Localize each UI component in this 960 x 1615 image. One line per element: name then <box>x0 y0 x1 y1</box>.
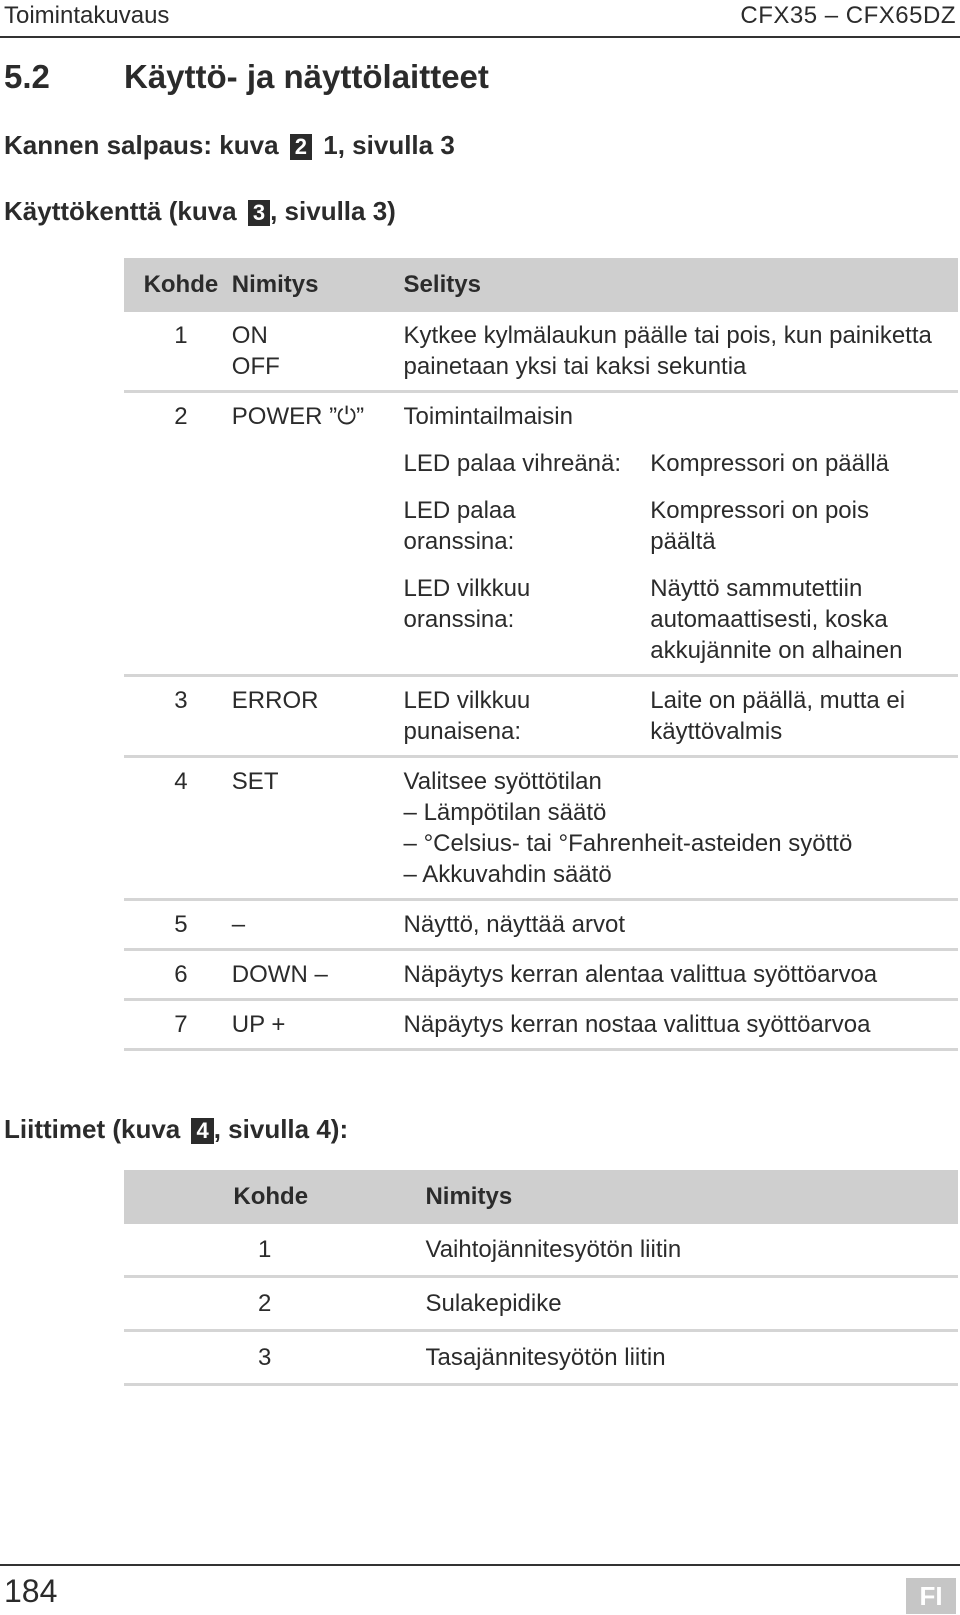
figure-badge: 2 <box>290 134 312 160</box>
cell-meaning: Kompressori on päällä <box>650 450 890 477</box>
table-row <box>124 900 958 950</box>
cell-selitys: Toimintailmaisin <box>403 403 573 430</box>
lid-lock-heading <box>4 130 455 161</box>
running-header-left: Toimintakuvaus <box>4 2 170 29</box>
connectors-text: Liittimet (kuva <box>4 1114 181 1144</box>
running-header-right: CFX35 – CFX65DZ <box>740 2 956 29</box>
table-row <box>124 1277 958 1331</box>
cell-selitys: Valitsee syöttötilan – Lämpötilan säätö – °Celsius- tai °Fahrenheit-asteiden syöttö – Akkuvahdin säätö <box>404 757 958 900</box>
cell-nimitys: UP + <box>226 1000 404 1050</box>
cell-led-state: LED palaa vihreänä: <box>403 450 622 477</box>
section-title: Käyttö- ja näyttölaitteet <box>124 58 489 95</box>
cell-kohde: 1 <box>124 312 226 392</box>
cell-meaning: Kompressori on pois päältä <box>650 497 869 555</box>
cell-nimitys: Vaihtojännitesyötön liitin <box>405 1224 958 1277</box>
table-row <box>124 757 958 900</box>
cell-kohde: 7 <box>124 1000 226 1050</box>
panel-text: Käyttökenttä (kuva <box>4 196 237 226</box>
panel-ref: , sivulla 3) <box>270 196 396 226</box>
connectors-ref: , sivulla 4): <box>213 1114 349 1144</box>
cell-nimitys: ON OFF <box>226 312 404 392</box>
cell-nimitys: Sulakepidike <box>405 1277 958 1331</box>
lid-lock-ref: 1, sivulla 3 <box>323 130 455 160</box>
table-row <box>124 1224 958 1277</box>
col-nimitys: Nimitys <box>226 258 404 312</box>
cell-kohde: 6 <box>124 950 226 1000</box>
section-number: 5.2 <box>4 58 50 95</box>
cell-kohde: 3 <box>124 676 226 757</box>
lid-lock-text: Kannen salpaus: kuva <box>4 130 279 160</box>
page-number: 184 <box>4 1573 58 1609</box>
cell-selitys: Kytkee kylmälaukun päälle tai pois, kun painiketta painetaan yksi tai kaksi sekuntia <box>404 312 958 392</box>
cell-kohde: 1 <box>124 1224 405 1277</box>
figure-badge: 4 <box>191 1118 213 1144</box>
cell-kohde: 5 <box>124 900 226 950</box>
cell-nimitys: ERROR <box>226 676 404 757</box>
cell-kohde: 3 <box>124 1331 405 1385</box>
table-row <box>124 312 958 392</box>
table-row <box>124 1331 958 1385</box>
figure-badge: 3 <box>248 200 270 226</box>
cell-nimitys: SET <box>226 757 404 900</box>
control-panel-table <box>124 258 958 1051</box>
language-badge: FI <box>906 1578 956 1614</box>
section-heading <box>4 58 489 96</box>
cell-led-state: LED vilkkuu oranssina: <box>404 565 651 676</box>
cell-led-state: LED palaa oranssina: <box>403 497 516 555</box>
cell-selitys: Näpäytys kerran alentaa valittua syöttöarvoa <box>404 950 958 1000</box>
table-row <box>124 487 958 565</box>
table-header-row <box>124 258 958 312</box>
cell-nimitys: POWER ”⏻” <box>231 403 365 430</box>
cell-kohde: 2 <box>174 403 188 430</box>
cell-kohde: 4 <box>124 757 226 900</box>
table-row <box>124 440 958 487</box>
panel-heading <box>4 196 396 227</box>
table-row <box>124 676 958 757</box>
table-header-row <box>124 1170 958 1224</box>
cell-nimitys: DOWN – <box>226 950 404 1000</box>
col-kohde: Kohde <box>124 1170 405 1224</box>
table-row <box>124 565 958 676</box>
footer-rule <box>0 1564 960 1566</box>
connectors-heading <box>4 1114 348 1145</box>
cell-nimitys: Tasajännitesyötön liitin <box>405 1331 958 1385</box>
cell-kohde: 2 <box>124 1277 405 1331</box>
cell-meaning: Näyttö sammutettiin automaattisesti, koska akkujännite on alhainen <box>650 565 958 676</box>
col-kohde: Kohde <box>124 258 226 312</box>
table-row <box>124 1000 958 1050</box>
table-row <box>124 392 958 441</box>
header-rule <box>0 36 960 38</box>
cell-selitys: Näpäytys kerran nostaa valittua syöttöarvoa <box>404 1000 958 1050</box>
table-row <box>124 950 958 1000</box>
cell-led-state: LED vilkkuu punaisena: <box>404 676 651 757</box>
cell-meaning: Laite on päällä, mutta ei käyttövalmis <box>650 676 958 757</box>
cell-selitys: Näyttö, näyttää arvot <box>404 900 958 950</box>
col-nimitys: Nimitys <box>405 1170 958 1224</box>
connectors-table <box>124 1170 958 1386</box>
col-selitys: Selitys <box>404 258 958 312</box>
cell-nimitys: – <box>226 900 404 950</box>
